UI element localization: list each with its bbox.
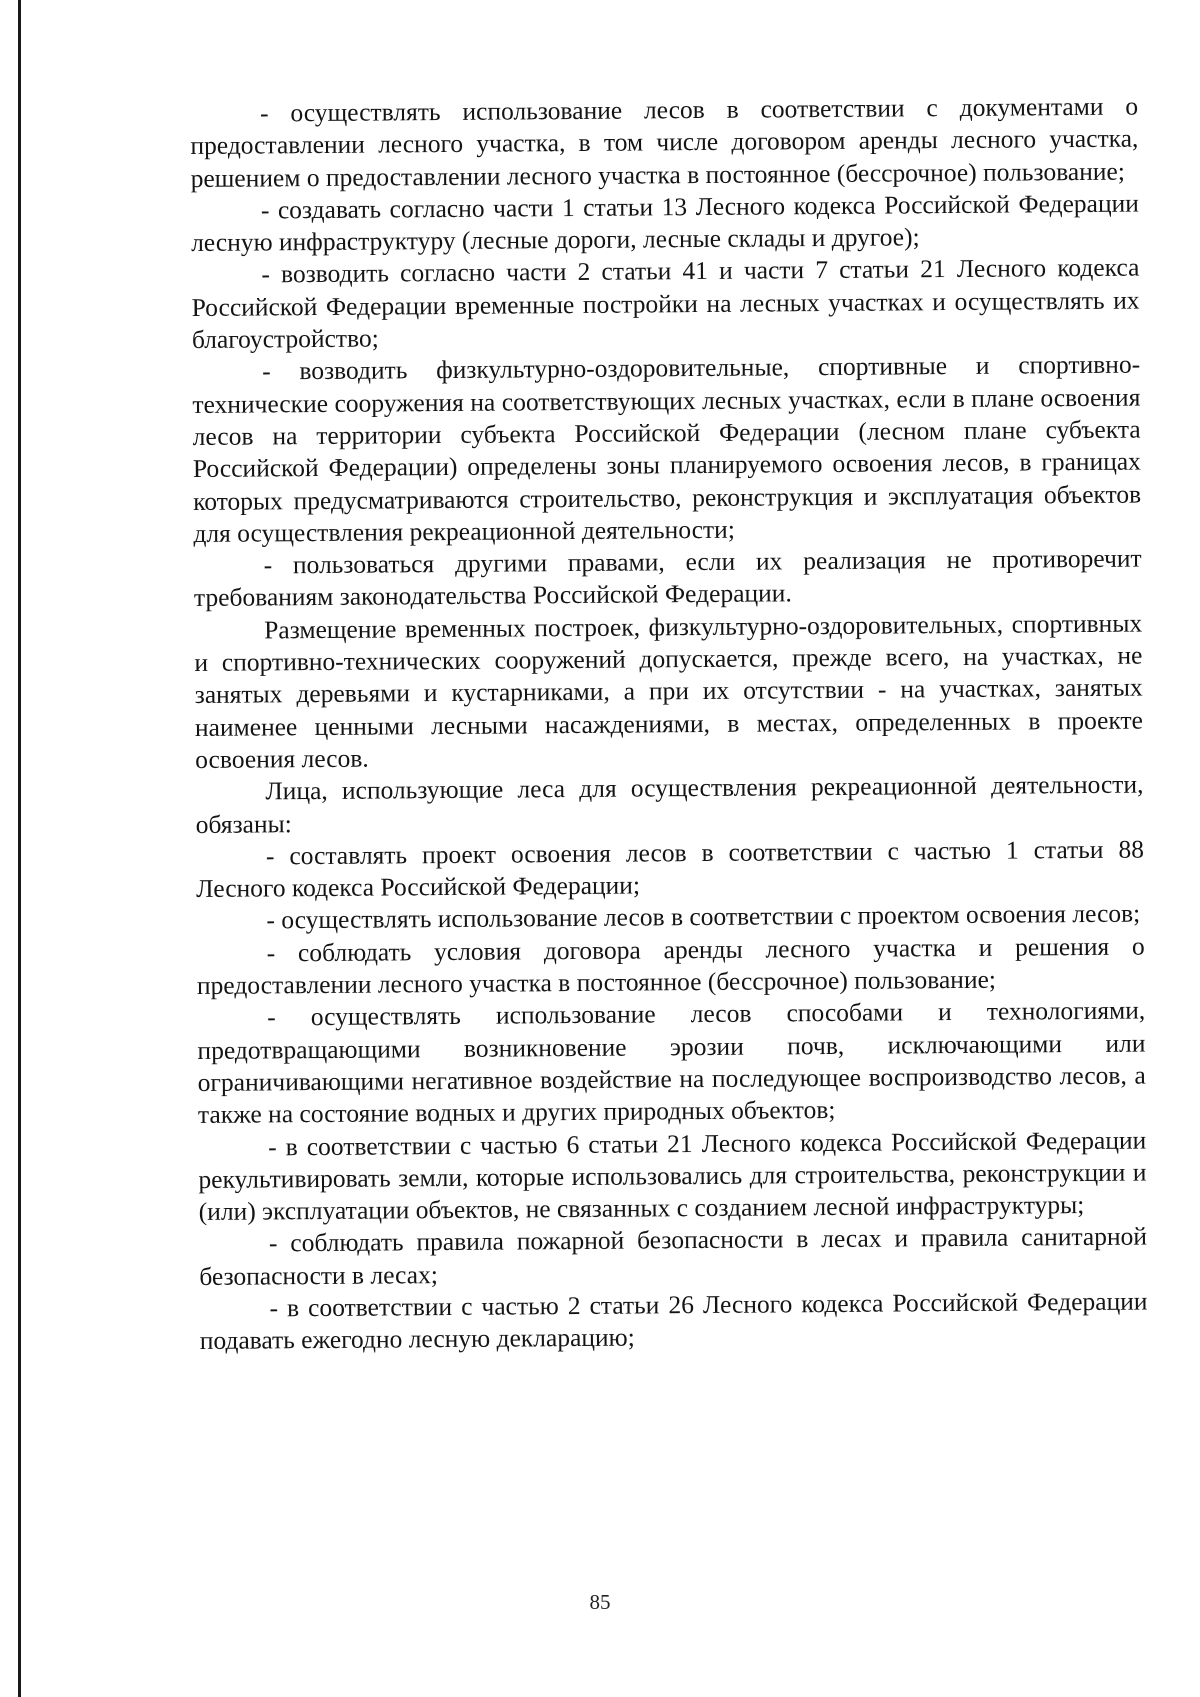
paragraph-use-forests-per-documents: - осуществлять использование лесов в соответствии с документами о предоставлении лесного участка, в том числе договором аренды лесного участка, решением о предоставлении лесного участка в постоянное (бессрочное) пользование; (190, 91, 1139, 193)
paragraph-development-project: - составлять проект освоения лесов в соответствии с частью 1 статьи 88 Лесного кодекса Российской Федерации; (196, 834, 1145, 904)
paragraph-obligations-intro: Лица, использующие леса для осуществления рекреационной деятельности, обязаны: (195, 769, 1144, 839)
scan-border-line (18, 0, 21, 1697)
document-body (190, 91, 1148, 1358)
page-number: 85 (589, 1590, 611, 1614)
paragraph-forest-declaration: - в соответствии с частью 2 статьи 26 Лесного кодекса Российской Федерации подавать ежегодно лесную декларацию; (199, 1286, 1148, 1356)
paragraph-temporary-buildings: - возводить согласно части 2 статьи 41 и части 7 статьи 21 Лесного кодекса Российской Федерации временные постройки на лесных участках и осуществлять их благоустройство; (191, 253, 1140, 355)
paragraph-erosion-prevention: - осуществлять использование лесов способами и технологиями, предотвращающими возникновение эрозии почв, исключающими или ограничивающими негативное воздействие на последующее воспроизводство лесов, а также на состояние водных и других природных объектов; (197, 995, 1146, 1130)
paragraph-create-forest-infrastructure: - создавать согласно части 1 статьи 13 Лесного кодекса Российской Федерации лесную инфраструктуру (лесные дороги, лесные склады и другое); (191, 188, 1139, 258)
paragraph-sports-facilities: - возводить физкультурно-оздоровительные, спортивные и спортивно-технические сооружения на соответствующих лесных участках, если в плане освоения лесов на территории субъекта Российской Федерации (лесном плане субъекта Российской Федерации) определены зоны планируемого освоения лесов, в границах которых предусматриваются строительство, реконструкция и эксплуатация объектов для осуществления рекреационной деятельности; (192, 349, 1142, 548)
paragraph-lease-conditions: - соблюдать условия договора аренды лесного участка и решения о предоставлении лесного участка в постоянное (бессрочное) пользование; (196, 931, 1145, 1000)
paragraph-fire-safety: - соблюдать правила пожарной безопасности в лесах и правила санитарной безопасности в лесах; (199, 1221, 1148, 1291)
paragraph-placement-of-buildings: Размещение временных построек, физкультурно-оздоровительных, спортивных и спортивно-технических сооружений допускается, прежде всего, на участках, не занятых деревьями и кустарниками, а при их отсутствии - на участках, занятых наименее ценными лесными насаждениями, в местах, определенных в проекте освоения лесов. (194, 608, 1144, 774)
paragraph-use-per-project: - осуществлять использование лесов в соответствии с проектом освоения лесов; (266, 898, 1141, 935)
paragraph-land-recultivation: - в соответствии с частью 6 статьи 21 Лесного кодекса Российской Федерации рекультивировать земли, которые использовались для строительства, реконструкции и (или) эксплуатации объектов, не связанных с созданием лесной инфраструктуры; (198, 1125, 1147, 1227)
paragraph-other-rights: - пользоваться другими правами, если их реализация не противоречит требованиям законодательства Российской Федерации. (193, 543, 1142, 613)
